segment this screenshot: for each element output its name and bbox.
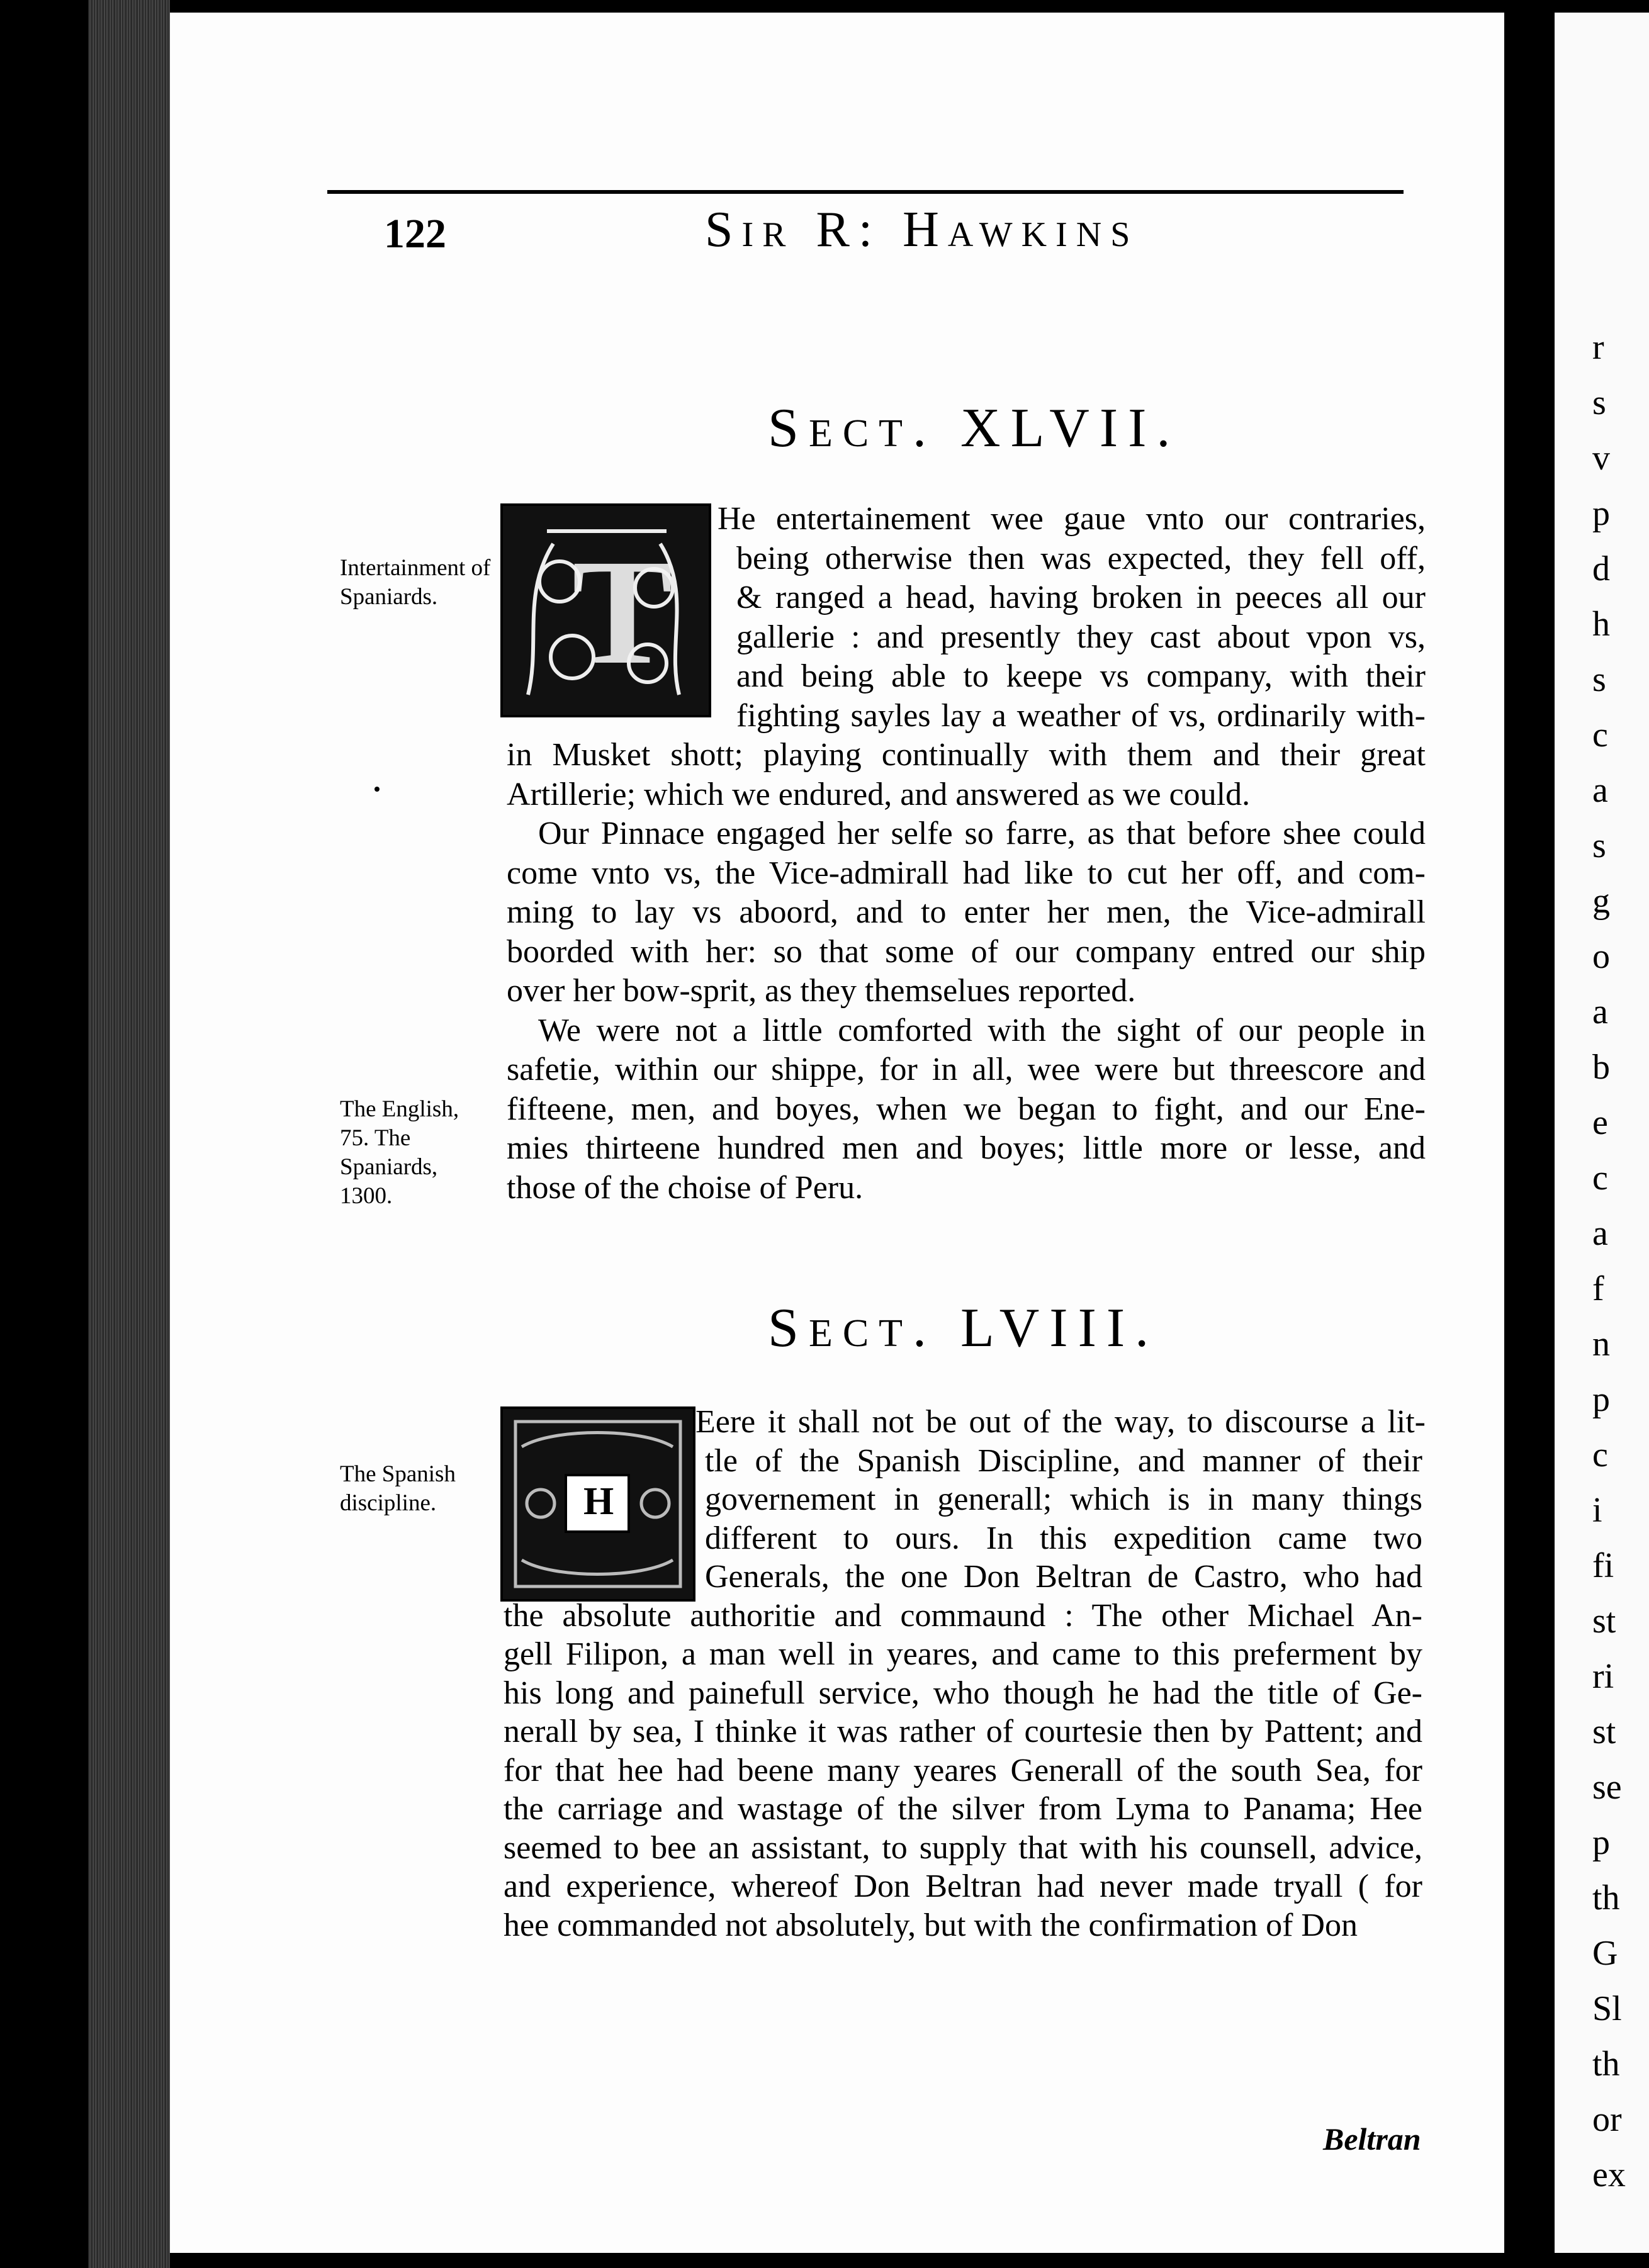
running-head	[327, 201, 1404, 264]
catchword: Beltran	[1323, 2121, 1421, 2157]
facing-page-letter: s	[1592, 383, 1606, 422]
text-line: tle of the Spanish Discipline, and manner of their	[705, 1442, 1422, 1479]
text-line: in Musket shott; playing continually with them and their great	[507, 737, 1426, 773]
facing-page-letter: st	[1592, 1602, 1616, 1641]
margin-note-entertainment: Intertainment of Spaniards.	[340, 555, 491, 610]
facing-page-letter: g	[1592, 882, 1610, 921]
facing-page-letter: th	[1592, 1878, 1620, 1917]
text-line: for that hee had beene many yeares Generall of the south Sea, for	[504, 1752, 1422, 1788]
text-line: hee commanded not absolutely, but with the confirmation of Don	[504, 1907, 1358, 1943]
text-line: the carriage and wastage of the silver from Lyma to Panama; Hee	[504, 1791, 1422, 1827]
facing-page-letter: ri	[1592, 1657, 1614, 1696]
facing-page-letter: s	[1592, 826, 1606, 865]
text-line: Artillerie; which we endured, and answered as we could.	[507, 776, 1251, 812]
facing-page-letter: e	[1592, 1103, 1608, 1142]
book-gutter	[88, 0, 170, 2268]
drop-cap-letter: H	[583, 1480, 614, 1523]
text-line: over her bow-sprit, as they themselues reported.	[507, 973, 1136, 1009]
facing-page-letter: th	[1592, 2045, 1620, 2084]
facing-page-letter: a	[1592, 771, 1608, 810]
page-number: 122	[384, 211, 446, 257]
facing-page-letter: st	[1592, 1712, 1616, 1751]
text-line: governement in generall; which is in many things	[705, 1481, 1422, 1517]
facing-page-letter: s	[1592, 660, 1606, 699]
facing-page-letter: or	[1592, 2100, 1622, 2139]
facing-page-letter: v	[1592, 439, 1610, 478]
text-line: fifteene, men, and boyes, when we began to fight, and our Ene-	[507, 1091, 1426, 1127]
text-line: and being able to keepe vs company, with their	[736, 658, 1426, 694]
running-title: Sir R: Hawkins	[705, 202, 1139, 257]
facing-page-letter: G	[1592, 1934, 1618, 1973]
text-line: come vnto vs, the Vice-admirall had like to cut her off, and com-	[507, 855, 1426, 891]
text-line: He entertainement wee gaue vnto our contraries,	[718, 501, 1426, 537]
section-heading-47: Sect. XLVII.	[768, 398, 1181, 459]
text-line: being otherwise then was expected, they fell off,	[736, 540, 1426, 576]
text-line: those of the choise of Peru.	[507, 1169, 864, 1206]
facing-page-fragment	[1555, 13, 1649, 2253]
facing-page-letter: a	[1592, 1214, 1608, 1253]
facing-page-letter: c	[1592, 1435, 1608, 1474]
facing-page-letter: o	[1592, 937, 1610, 976]
page-divider	[1504, 0, 1555, 2268]
margin-note-discipline: The Spanish discipline.	[340, 1461, 456, 1516]
text-line: his long and painefull service, who though he had the title of Ge-	[504, 1675, 1422, 1711]
facing-page-letter: c	[1592, 1159, 1608, 1198]
top-rule	[327, 190, 1404, 194]
text-line: Our Pinnace engaged her selfe so farre, as that before shee could	[538, 816, 1426, 851]
facing-page-letter: p	[1592, 1823, 1610, 1862]
facing-page-letter: se	[1592, 1768, 1622, 1807]
text-line: and experience, whereof Don Beltran had never made tryall ( for	[504, 1868, 1422, 1904]
text-line: different to ours. In this expedition came two	[705, 1520, 1422, 1556]
facing-page-letter: c	[1592, 716, 1608, 755]
facing-page-letter: r	[1592, 328, 1604, 367]
text-line: the absolute authoritie and commaund : The other Michael An-	[504, 1597, 1422, 1634]
facing-page-letter: fi	[1592, 1546, 1614, 1585]
text-line: We were not a little comforted with the sight of our people in	[538, 1012, 1426, 1048]
text-line: gallerie : and presently they cast about vpon vs,	[736, 619, 1426, 655]
section-heading-48: Sect. LVIII.	[768, 1298, 1159, 1359]
facing-page-letter: n	[1592, 1325, 1610, 1364]
facing-page-letter: f	[1592, 1269, 1604, 1308]
facing-page-letter: b	[1592, 1048, 1610, 1087]
text-line: & ranged a head, having broken in peeces all our	[736, 580, 1426, 615]
facing-page-letter: i	[1592, 1491, 1602, 1530]
text-line: mies thirteene hundred men and boyes; little more or lesse, and	[507, 1130, 1426, 1166]
drop-cap-letter: T	[572, 528, 673, 695]
decorated-initial-h	[500, 1406, 695, 1602]
text-line: gell Filipon, a man well in yeares, and came to this preferment by	[504, 1636, 1422, 1672]
margin-dot	[374, 787, 380, 792]
facing-page-letter: h	[1592, 605, 1610, 644]
text-line: nerall by sea, I thinke it was rather of courtesie then by Pattent; and	[504, 1714, 1422, 1749]
facing-page-letter: Sl	[1592, 1989, 1622, 2028]
margin-note-numbers: The English, 75. The Spaniards, 1300.	[340, 1096, 459, 1209]
text-line: seemed to bee an assistant, to supply that with his counsell, advice,	[504, 1829, 1422, 1866]
text-line: Eere it shall not be out of the way, to discourse a lit-	[695, 1404, 1426, 1440]
text-line: fighting sayles lay a weather of vs, ordinarily with-	[736, 697, 1426, 734]
facing-page-letter: a	[1592, 992, 1608, 1031]
text-line: ming to lay vs aboord, and to enter her men, the Vice-admirall	[507, 894, 1426, 930]
text-line: boorded with her: so that some of our company entred our ship	[507, 933, 1426, 970]
text-line: Generals, the one Don Beltran de Castro, who had	[705, 1559, 1422, 1595]
facing-page-letter: d	[1592, 549, 1610, 588]
facing-page-letter: p	[1592, 494, 1610, 533]
facing-page-letter: ex	[1592, 2155, 1626, 2194]
scan-border-left	[0, 0, 88, 2268]
facing-page-letter: p	[1592, 1380, 1610, 1419]
decorated-initial-t	[500, 503, 711, 717]
text-line: safetie, within our shippe, for in all, wee were but threescore and	[507, 1052, 1426, 1087]
